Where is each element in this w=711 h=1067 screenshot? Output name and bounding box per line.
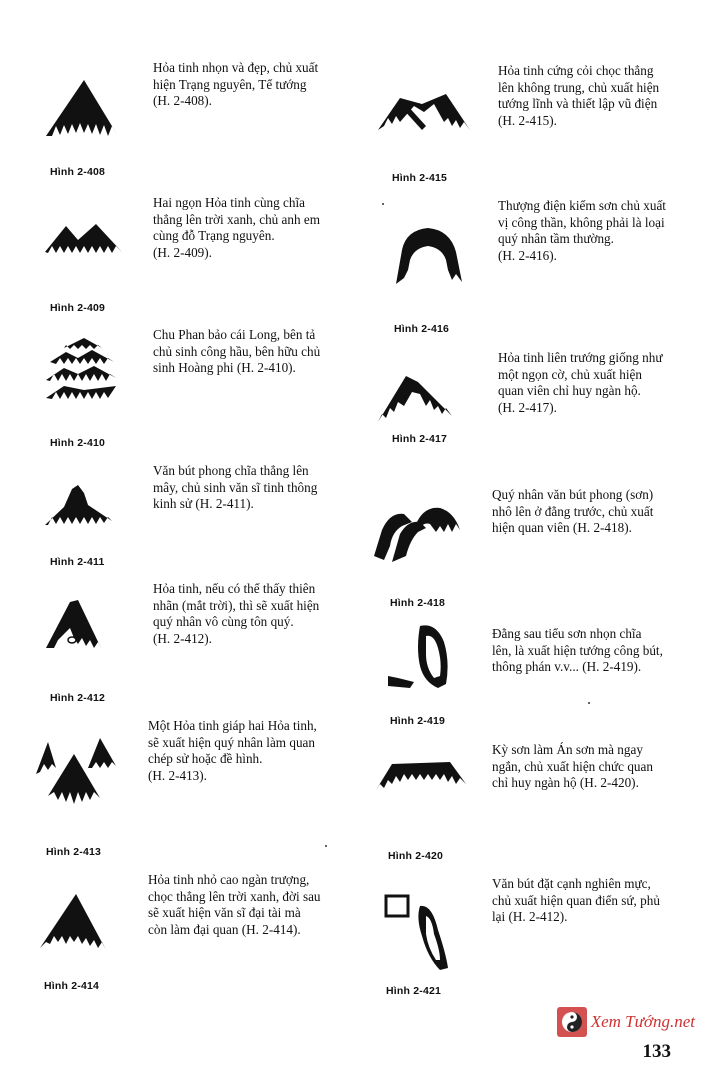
- figure-2-419: [384, 622, 456, 692]
- figure-caption: Hình 2-408: [50, 166, 106, 178]
- brush-peak-icon: [44, 483, 116, 529]
- figure-description: Hỏa tinh nhọn và đẹp, chủ xuất hiện Trạng nguyên, Tể tướng (H. 2-408).: [153, 60, 319, 108]
- figure-2-417: [376, 372, 456, 424]
- figure-2-409: [44, 222, 124, 258]
- figure-2-416: [392, 224, 464, 286]
- figure-caption: Hình 2-416: [394, 323, 450, 335]
- figure-description: Văn bút đặt cạnh nghiên mực, chủ xuất hiện quan điển sứ, phủ lại (H. 2-412).: [492, 876, 660, 924]
- figure-2-415: [376, 90, 472, 134]
- print-speck: [588, 702, 590, 704]
- layered-range-icon: [44, 336, 124, 406]
- print-speck: [382, 203, 384, 205]
- figure-description: Hỏa tinh cứng cỏi chọc thẳng lên không trung, chủ xuất hiện tướng lĩnh và thiết lập vũ điện (H. 2-415).: [498, 63, 660, 128]
- figure-description: Thượng điện kiếm sơn chủ xuất vị công thần, không phải là loại quý nhân tầm thường. (H. 2-416).: [498, 198, 666, 263]
- watermark-text: Xem Tướng.net: [590, 1012, 695, 1031]
- leaning-peak-icon: [384, 622, 456, 692]
- flat-top-peak-icon: [392, 224, 464, 286]
- figure-caption: Hình 2-420: [388, 850, 444, 862]
- figure-2-408: [44, 78, 124, 140]
- figure-caption: Hình 2-410: [50, 437, 106, 449]
- crossed-peaks-icon: [376, 90, 472, 134]
- figure-description: Chu Phan bảo cái Long, bên tả chủ sinh công hầu, bên hữu chủ sinh Hoàng phi (H. 2-410).: [153, 327, 321, 375]
- print-speck: [325, 845, 327, 847]
- watermark: [557, 1007, 695, 1037]
- figure-caption: Hình 2-419: [390, 715, 446, 727]
- figure-caption: Hình 2-421: [386, 985, 442, 997]
- figure-description: Một Hỏa tinh giáp hai Hỏa tinh, sẽ xuất hiện quý nhân làm quan chép sử hoặc đề hình. (H. 2-413).: [148, 718, 317, 783]
- figure-2-418: [372, 500, 464, 572]
- figure-2-421: [382, 890, 462, 976]
- figure-2-411: [44, 483, 116, 529]
- page-number: 133: [642, 1041, 671, 1062]
- figure-2-412: [44, 598, 106, 654]
- figure-description: Hỏa tinh liên trướng giống như một ngọn cờ, chủ xuất hiện quan viên chỉ huy ngàn hộ. (H. 2-417).: [498, 350, 663, 415]
- figure-2-413: [34, 736, 122, 808]
- figure-caption: Hình 2-414: [44, 980, 100, 992]
- figure-description: Văn bút phong chĩa thẳng lên mây, chủ sinh văn sĩ tinh thông kinh sử (H. 2-411).: [153, 463, 318, 511]
- table-mountain-icon: [374, 754, 468, 794]
- figure-description: Hai ngọn Hỏa tinh cùng chĩa thẳng lên trời xanh, chủ anh em cùng đỗ Trạng nguyên. (H. 2-409).: [153, 195, 321, 260]
- three-peaks-icon: [34, 736, 122, 808]
- tall-peak-icon: [38, 892, 110, 954]
- twin-peaks-icon: [44, 222, 124, 258]
- figure-2-410: [44, 336, 124, 406]
- figure-2-414: [38, 892, 110, 954]
- figure-description: Kỳ sơn làm Án sơn mà ngay ngắn, chủ xuất hiện chức quan chỉ huy ngàn hộ (H. 2-420).: [492, 742, 653, 790]
- figure-caption: Hình 2-413: [46, 846, 102, 858]
- brush-and-inkstone-icon: [382, 890, 462, 976]
- figure-caption: Hình 2-411: [50, 556, 105, 568]
- mountain-peak-icon: [44, 78, 124, 140]
- figure-2-420: [374, 754, 468, 794]
- brush-twin-peaks-icon: [372, 500, 464, 572]
- figure-description: Quý nhân văn bút phong (sơn) nhô lên ở đằng trước, chủ xuất hiện quan viên (H. 2-418).: [492, 487, 654, 535]
- figure-description: Hỏa tinh nhỏ cao ngàn trượng, chọc thẳng lên trời xanh, đời sau sẽ xuất hiện văn sĩ đại tài mà còn làm đại quan (H. 2-414).: [148, 872, 321, 937]
- inkstone-icon: [386, 896, 408, 916]
- figure-caption: Hình 2-415: [392, 172, 448, 184]
- figure-caption: Hình 2-418: [390, 597, 446, 609]
- peak-with-eye-icon: [44, 598, 106, 654]
- figure-description: Hỏa tinh, nếu có thể thấy thiên nhãn (mắt trời), thì sẽ xuất hiện quý nhân vô cùng tôn quý. (H. 2-412).: [153, 581, 320, 646]
- figure-caption: Hình 2-409: [50, 302, 106, 314]
- flag-peak-icon: [376, 372, 456, 424]
- yin-yang-icon: [557, 1007, 587, 1037]
- figure-caption: Hình 2-417: [392, 433, 448, 445]
- figure-caption: Hình 2-412: [50, 692, 106, 704]
- figure-description: Đằng sau tiểu sơn nhọn chĩa lên, là xuất hiện tướng công bút, thông phán v.v... (H. 2-419).: [492, 626, 663, 674]
